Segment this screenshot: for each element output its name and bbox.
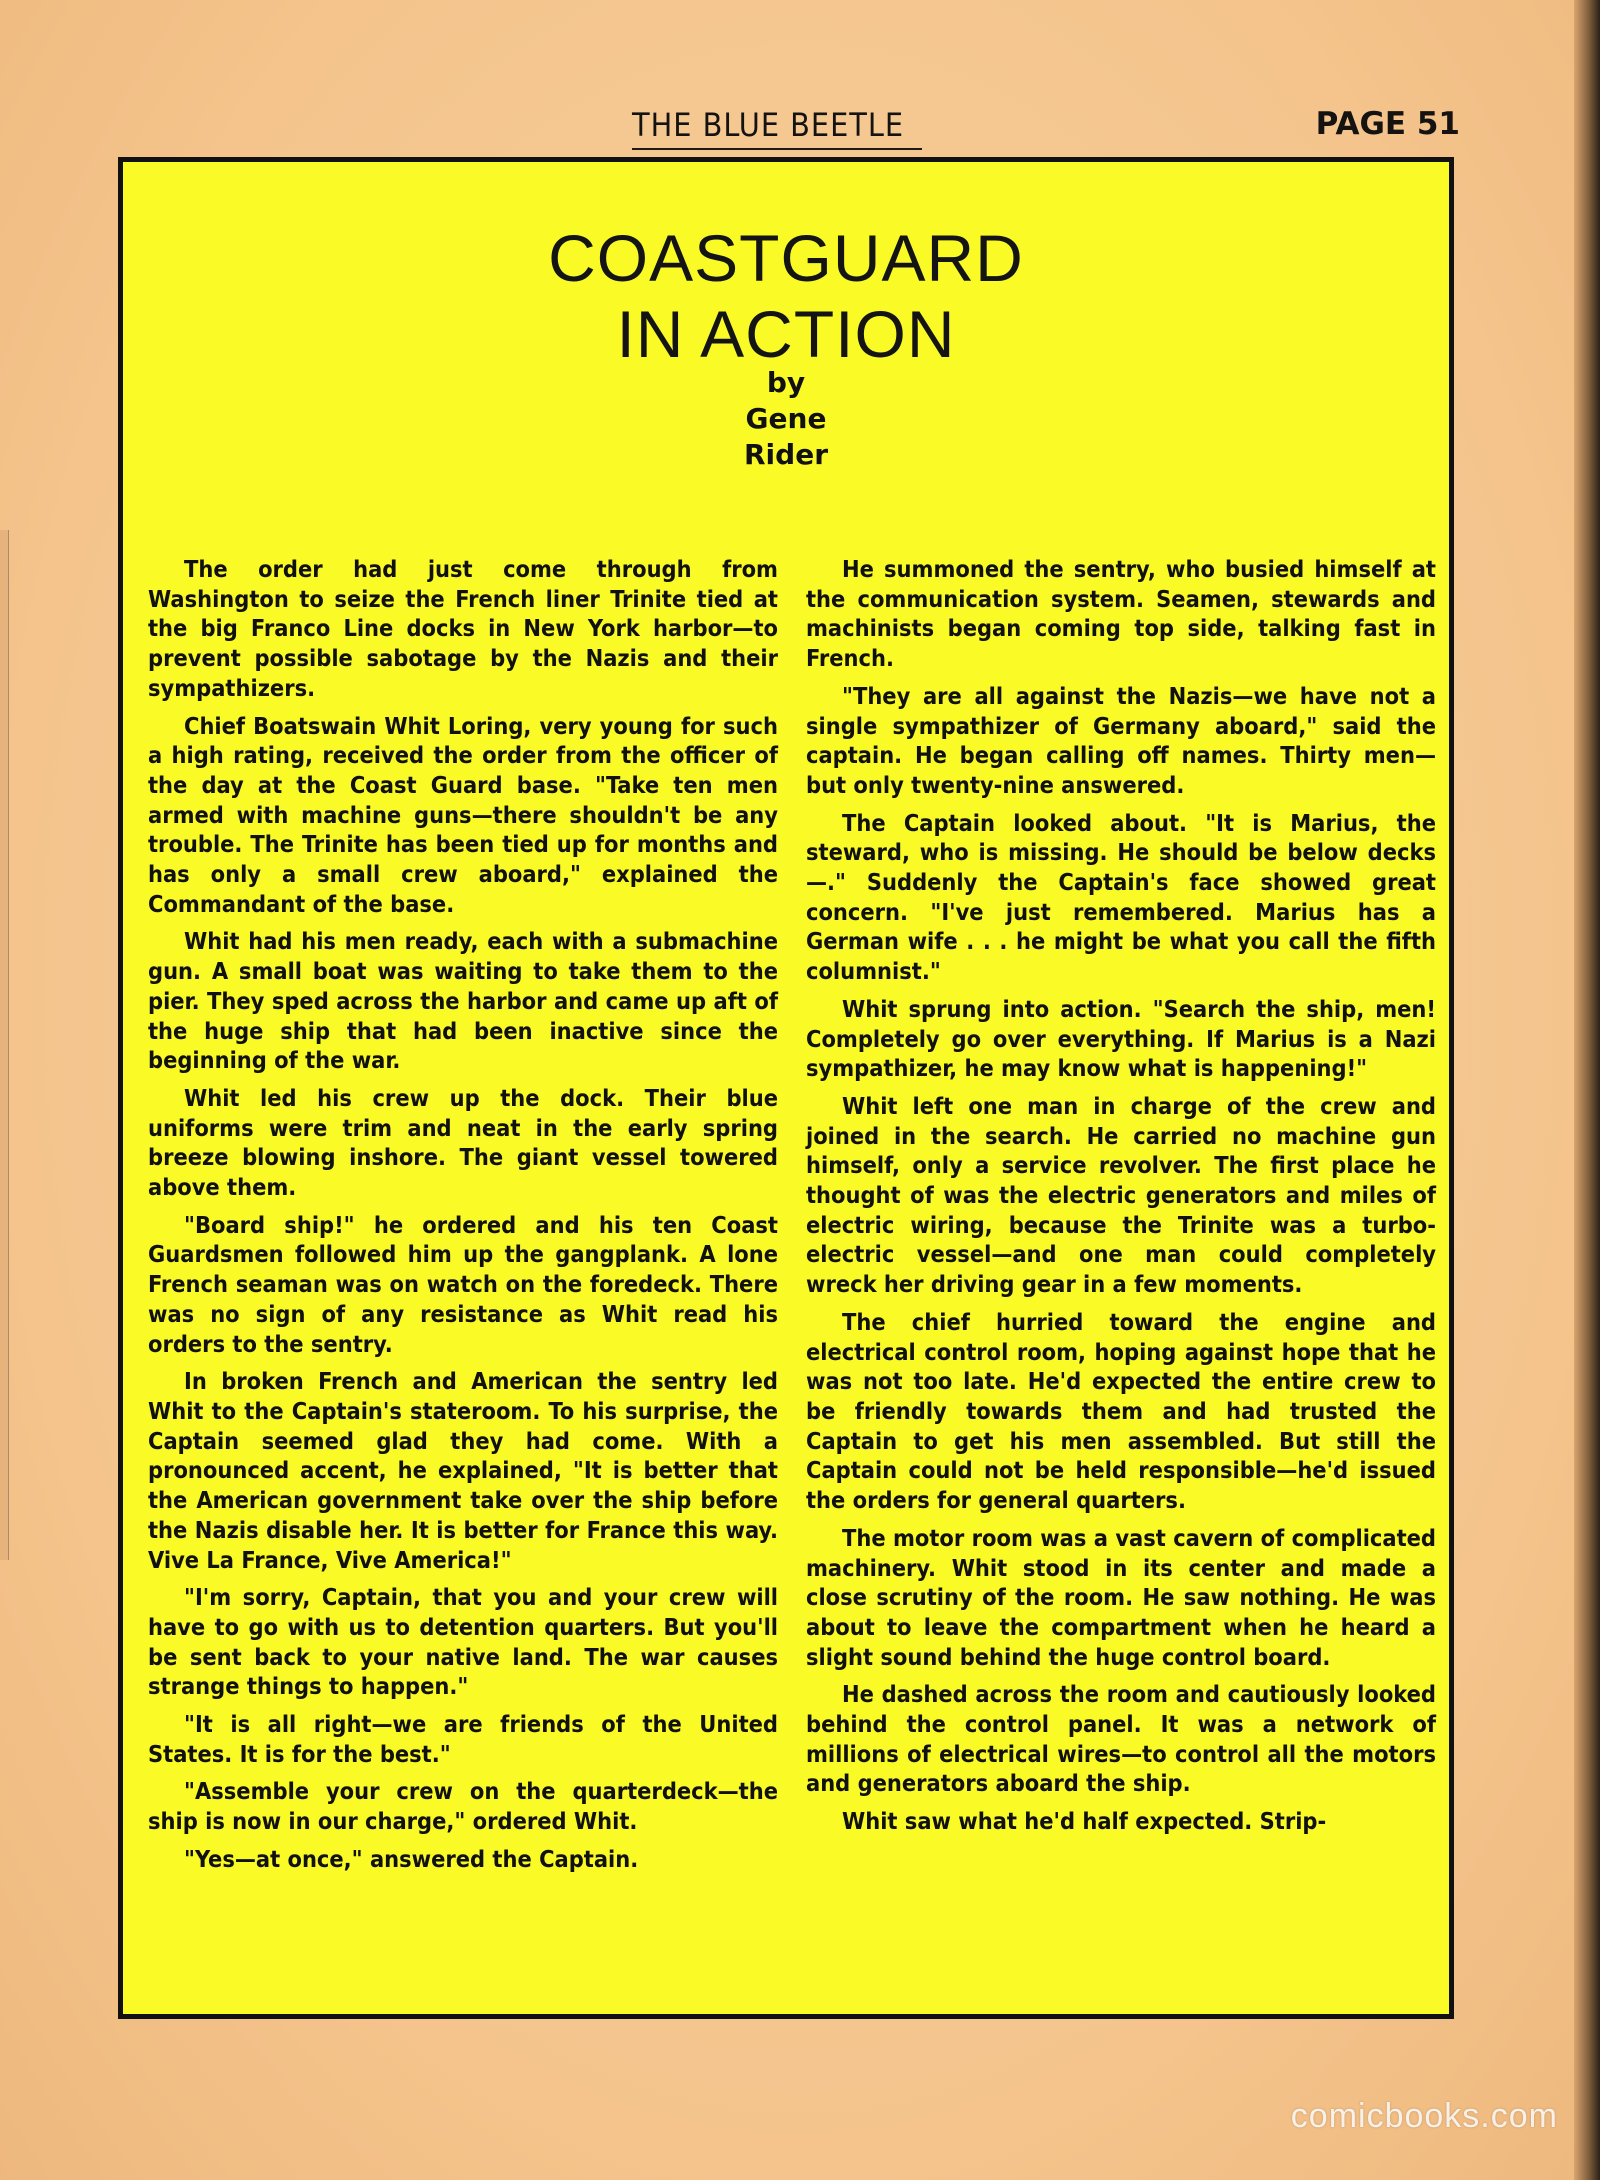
paragraph: "It is all right—we are friends of the United States. It is for the best." — [148, 1710, 778, 1768]
book-title: THE BLUE BEETLE — [632, 106, 905, 144]
paragraph: "Yes—at once," answered the Captain. — [184, 1844, 639, 1873]
paragraph: "Assemble your crew on the quarterdeck—the ship is now in our charge," ordered Whit. — [148, 1777, 778, 1836]
byline-last-name: Rider — [744, 438, 828, 471]
story-title-line-1: COASTGUARD — [548, 221, 1024, 295]
byline-by: by — [766, 366, 806, 399]
paragraph: In broken French and American the sentry led Whit to the Captain's stateroom. To his surprise, the Captain seemed glad they had come. With a pronounced accent, he explained, "It is better that the American government take over the ship before the Nazis disable her. It is better for France this way. Vive La France, Vive America!" — [148, 1367, 778, 1574]
paragraph: Whit sprung into action. "Search the ship, men! Completely go over everything. If Marius is a Nazi sympathizer, he may know what is happening!" — [806, 994, 1436, 1083]
site-watermark: comicbooks.com — [1290, 2097, 1558, 2135]
page-edge-shadow — [1574, 0, 1600, 2180]
story-panel — [118, 157, 1454, 2019]
story-title — [123, 220, 1449, 372]
paragraph: "I'm sorry, Captain, that you and your crew will have to go with us to detention quarters. But you'll be sent back to your native land. The war causes strange things to happen." — [148, 1583, 778, 1701]
paragraph: Whit had his men ready, each with a submachine gun. A small boat was waiting to take them to the pier. They sped across the harbor and came up aft of the huge ship that had been inactive since the beginning of the war. — [148, 927, 778, 1075]
paragraph: The motor room was a vast cavern of complicated machinery. Whit stood in its center and made a close scrutiny of the room. He saw nothing. He was about to leave the compartment when he heard a slight sound behind the huge control board. — [806, 1523, 1436, 1671]
page-number: PAGE 51 — [1315, 106, 1460, 142]
paragraph: "Board ship!" he ordered and his ten Coast Guardsmen followed him up the gangplank. A lone French seaman was on watch on the foredeck. There was no sign of any resistance as Whit read his orders to the sentry. — [148, 1210, 778, 1358]
title-underline — [632, 148, 922, 150]
paragraph: The Captain looked about. "It is Marius, the steward, who is missing. He should be below decks—." Suddenly the Captain's face showed great concern. "I've just remembered. Marius has a German wife . . . he might be what you call the fifth columnist." — [806, 808, 1436, 986]
paragraph: The chief hurried toward the engine and electrical control room, hoping against hope that he was not too late. He'd expected the entire crew to be friendly towards them and had trusted the Captain to get his men assembled. But still the Captain could not be held responsible—he'd issued the orders for general quarters. — [806, 1307, 1436, 1515]
paragraph: Whit saw what he'd half expected. Strip- — [842, 1807, 1327, 1836]
paragraph: Whit left one man in charge of the crew and joined in the search. He carried no machine gun himself, only a service revolver. The first place he thought of was the electric generators and miles of electric wiring, because the Trinite was a turbo-electric vessel—and one man could completely wreck her driving gear in a few moments. — [806, 1091, 1436, 1299]
right-text-column — [806, 555, 1436, 1845]
left-page-scrap — [0, 530, 9, 1560]
story-title-line-2: IN ACTION — [616, 297, 956, 371]
paragraph: "They are all against the Nazis—we have not a single sympathizer of Germany aboard," said the captain. He began calling off names. Thirty men—but only twenty-nine answered. — [806, 681, 1436, 799]
paragraph: He summoned the sentry, who busied himself at the communication system. Seamen, stewards and machinists began coming top side, talking fast in French. — [806, 555, 1436, 673]
left-text-column — [148, 555, 778, 1883]
running-head — [120, 106, 1460, 152]
paragraph: The order had just come through from Washington to seize the French liner Trinite tied at the big Franco Line docks in New York harbor—to prevent possible sabotage by the Nazis and their sympathizers. — [148, 555, 778, 702]
paragraph: Whit led his crew up the dock. Their blue uniforms were trim and neat in the early spring breeze blowing inshore. The giant vessel towered above them. — [148, 1083, 778, 1202]
paragraph: Chief Boatswain Whit Loring, very young for such a high rating, received the order from the officer of the day at the Coast Guard base. "Take ten men armed with machine guns—there shouldn't be any trouble. The Trinite has been tied up for months and has only a small crew aboard," explained the Commandant of the base. — [148, 711, 778, 918]
byline-first-name: Gene — [745, 402, 827, 435]
byline — [123, 365, 1449, 473]
paragraph: He dashed across the room and cautiously looked behind the control panel. It was a network of millions of electrical wires—to control all the motors and generators aboard the ship. — [806, 1680, 1436, 1798]
